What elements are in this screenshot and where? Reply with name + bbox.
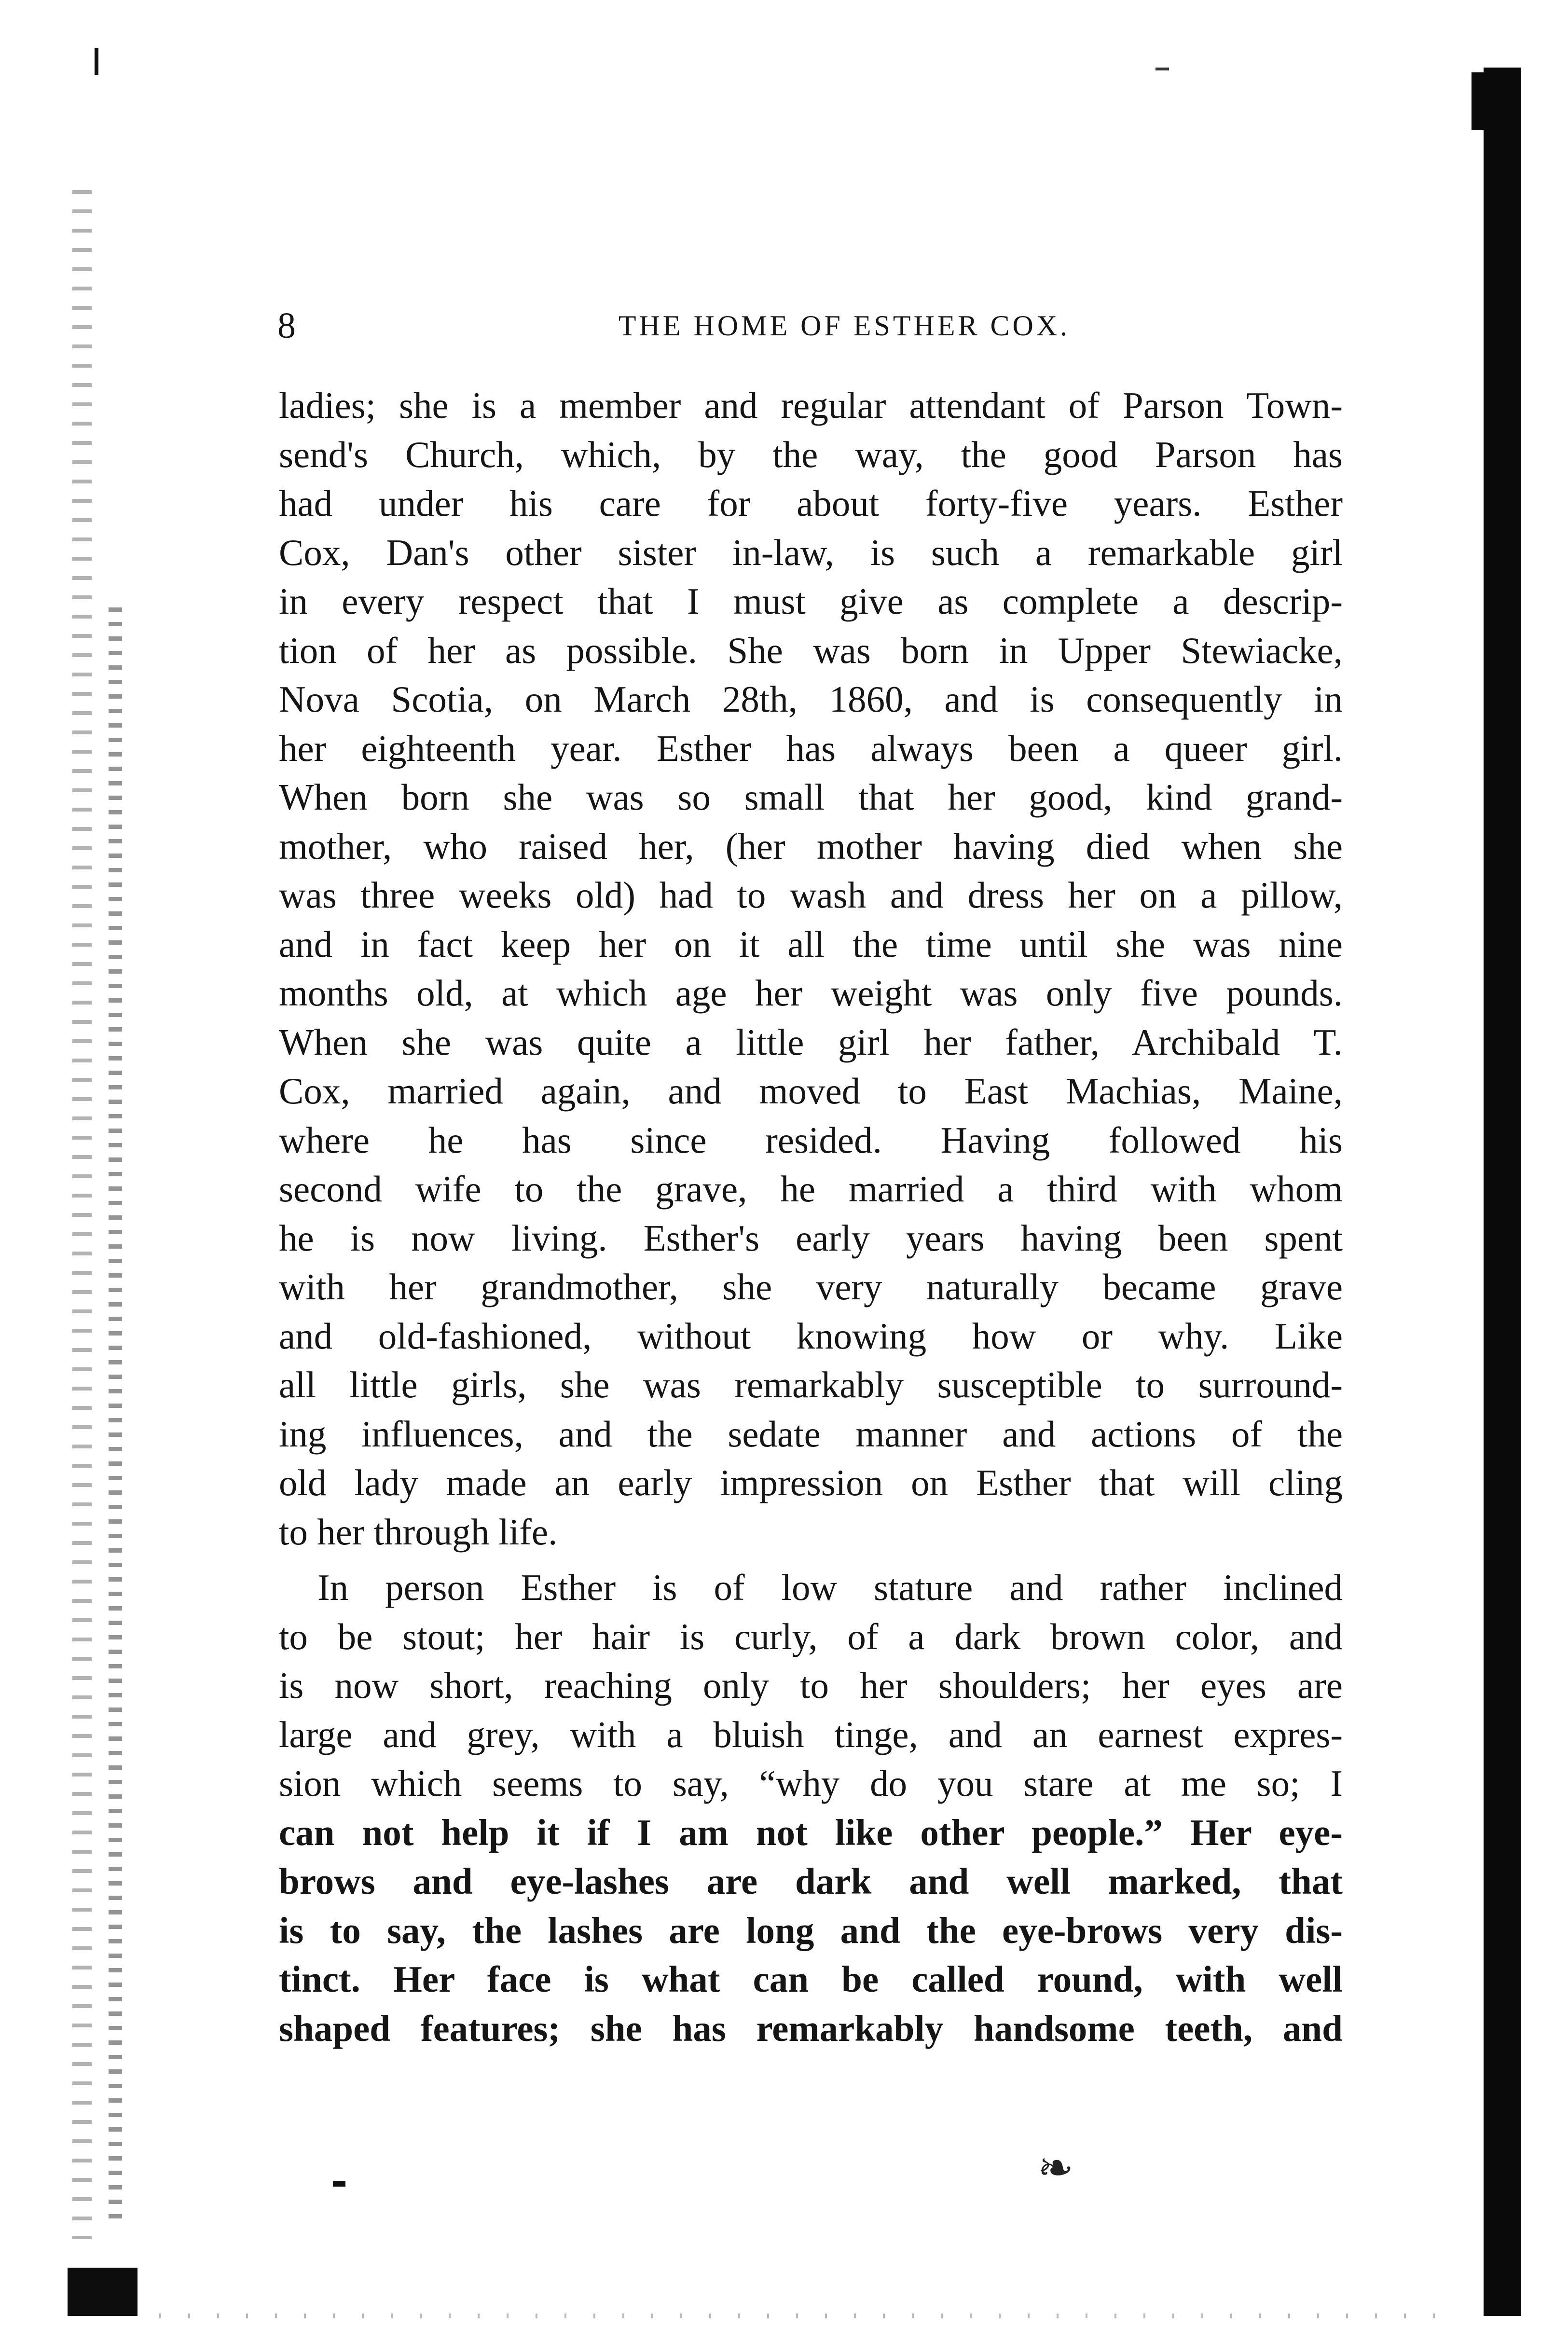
text-line: with her grandmother, she very naturally became grave <box>279 1266 1343 1308</box>
scan-edge-mark <box>95 48 98 75</box>
text-line: can not help it if I am not like other people.” Her eye- <box>279 1811 1343 1853</box>
page-header <box>277 304 1339 347</box>
paragraph <box>279 1563 1343 2053</box>
scan-corner-shadow <box>68 2268 138 2316</box>
scan-spine-shadow <box>1484 68 1521 2316</box>
text-line: Nova Scotia, on March 28th, 1860, and is consequently in <box>279 678 1343 720</box>
text-line: ing influences, and the sedate manner and actions of the <box>279 1413 1343 1455</box>
scan-margin-noise <box>72 183 92 2239</box>
text-line: he is now living. Esther's early years having been spent <box>279 1217 1343 1259</box>
paragraph-gap <box>279 1556 1343 1563</box>
body-text <box>279 381 1343 2053</box>
text-line: shaped features; she has remarkably handsome teeth, and <box>279 2007 1343 2049</box>
text-line: is to say, the lashes are long and the eye-brows very dis- <box>279 1909 1343 1951</box>
text-line: to her through life. <box>279 1511 558 1553</box>
text-line: where he has since resided. Having followed his <box>279 1119 1343 1161</box>
scan-speck-top <box>1155 68 1169 70</box>
text-line: old lady made an early impression on Esther that will cling <box>279 1462 1343 1503</box>
text-line: When she was quite a little girl her father, Archibald T. <box>279 1021 1343 1063</box>
scan-speck-bottom <box>333 2181 345 2187</box>
text-line: Cox, married again, and moved to East Machias, Maine, <box>279 1070 1343 1112</box>
text-line: and in fact keep her on it all the time until she was nine <box>279 923 1343 965</box>
text-line: her eighteenth year. Esther has always been a queer girl. <box>279 727 1343 769</box>
text-line: brows and eye-lashes are dark and well marked, that <box>279 1860 1343 1902</box>
text-line: months old, at which age her weight was only five pounds. <box>279 972 1343 1014</box>
text-line: send's Church, which, by the way, the good Parson has <box>279 433 1343 475</box>
scan-margin-noise-inner <box>109 603 122 2224</box>
text-line: is now short, reaching only to her shoulders; her eyes are <box>279 1665 1343 1706</box>
text-line: large and grey, with a bluish tinge, and an earnest expres- <box>279 1713 1343 1755</box>
text-line: tinct. Her face is what can be called round, with well <box>279 1958 1343 2000</box>
text-line: sion which seems to say, “why do you stare at me so; I <box>279 1763 1343 1804</box>
text-line: When born she was so small that her good, kind grand- <box>279 776 1343 818</box>
text-line: second wife to the grave, he married a third with whom <box>279 1168 1343 1210</box>
running-title: THE HOME OF ESTHER COX. <box>618 310 1071 342</box>
text-line: was three weeks old) had to wash and dress her on a pillow, <box>279 874 1343 916</box>
text-line: all little girls, she was remarkably susceptible to surround- <box>279 1364 1343 1405</box>
scan-bottom-noise <box>159 2313 1462 2318</box>
text-line: ladies; she is a member and regular attendant of Parson Town- <box>279 385 1343 426</box>
text-line: in every respect that I must give as complete a descrip- <box>279 580 1343 622</box>
page-number: 8 <box>277 305 296 346</box>
text-line: tion of her as possible. She was born in Upper Stewiacke, <box>279 629 1343 671</box>
text-line: had under his care for about forty-five years. Esther <box>279 482 1343 524</box>
paragraph <box>279 381 1343 1556</box>
text-line: and old-fashioned, without knowing how or why. Like <box>279 1315 1343 1357</box>
text-line: to be stout; her hair is curly, of a dark brown color, and <box>279 1615 1343 1657</box>
handwritten-mark: ❧ <box>1037 2145 1074 2192</box>
text-line: mother, who raised her, (her mother having died when she <box>279 825 1343 867</box>
scan-spine-shadow-top <box>1472 72 1484 130</box>
text-line: Cox, Dan's other sister in-law, is such a remarkable girl <box>279 531 1343 573</box>
text-line: In person Esther is of low stature and rather inclined <box>317 1567 1343 1608</box>
